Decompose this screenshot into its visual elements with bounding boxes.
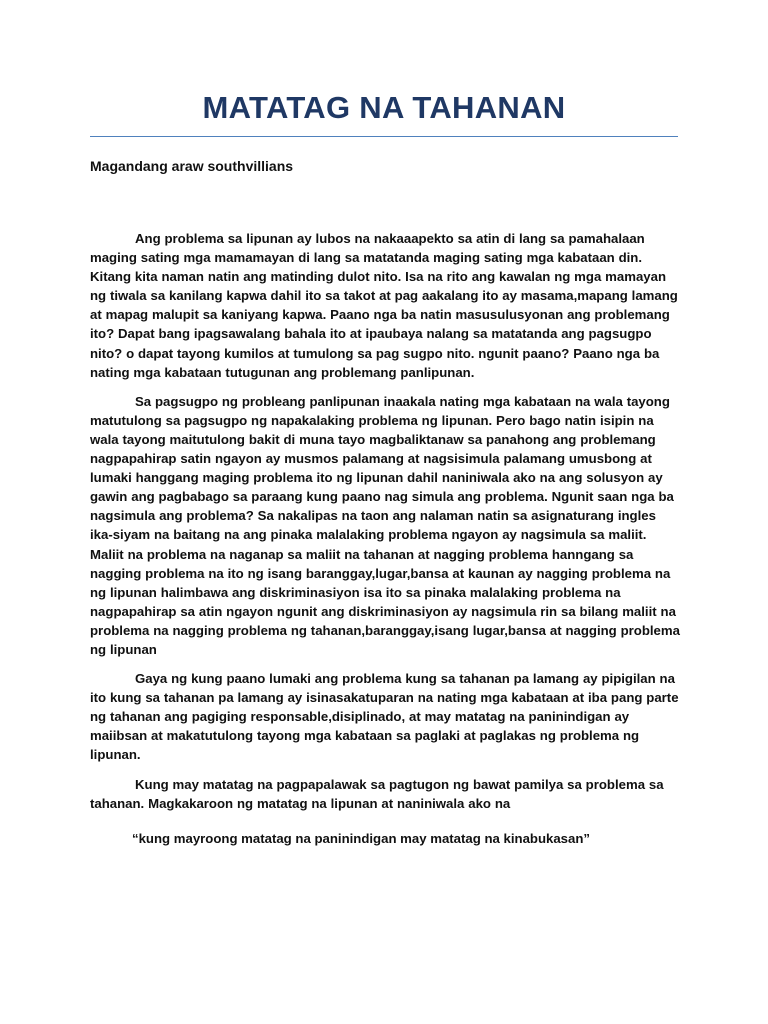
greeting-line: Magandang araw southvillians (90, 158, 294, 174)
title-underline-divider (90, 136, 678, 137)
closing-quote: “kung mayroong matatag na paninindigan may matatag na kinabukasan” (132, 830, 590, 846)
paragraph-4: Kung may matatag na pagpapalawak sa pagtugon ng bawat pamilya sa problema sa tahanan. Magkakaroon ng matatag na lipunan at naniniwala ako na (90, 776, 664, 811)
document-title: MATATAG NA TAHANAN (202, 90, 566, 125)
paragraph-1: Ang problema sa lipunan ay lubos na nakaaapekto sa atin di lang sa pamahalaan maging sating mga mamamayan di lang sa matatanda maging sating mga kabataan din. Kitang kita naman natin ang matinding dulot nito. Isa na rito ang kawalan ng mga mamayan ng tiwala sa kanilang kapwa dahil ito sa takot at pag aakalang ito ay masama,mapang lamang at mapag malupit sa kaniyang kapwa. Paano nga ba natin masusulusyonan ang problemang ito? Dapat bang ipagsawalang bahala ito at ipaubaya nalang sa matatanda ang pagsugpo nito? o dapat tayong kumilos at tumulong sa pag sugpo nito. ngunit paano? Paano nga ba nating mga kabataan tutugunan ang problemang panlipunan. (90, 231, 678, 380)
paragraph-2: Sa pagsugpo ng probleang panlipunan inaakala nating mga kabataan na wala tayong matutulong sa pagsugpo ng napakalaking problema ng lipunan. Pero bago natin isipin na wala tayong maitutulong bakit di muna tayo magbaliktanaw sa panahong ang problemang nagpapahirap satin ngayon ay musmos palamang at nagsisimula palamang umusbong at lumaki hanggang maging problema ito ng lipunan dahil naniniwala ako na ang solusyon ay gawin ang pagbabago sa paraang kung paano nag simula ang problema. Ngunit saan nga ba nagsimula ang problema? Sa nakalipas na taon ang nalaman natin sa asignaturang ingles ika-siyam na baitang na ang pinaka malalaking problema ngayon ay nagsimula sa maliit. Maliit na problema na naganap sa maliit na tahanan at nagging problema hanngang sa nagging problema na ito ng isang baranggay,lugar,bansa at kaunan ay nagging problema na ng lipunan halimbawa ang diskriminasiyon isa ito sa pinaka malalaking problema na nagpapahirap sa atin ngayon ngunit ang diskriminasiyon ay nagsimula rin sa bilang maliit na problema na nagging problema ng tahanan,baranggay,isang lugar,bansa at nagging problema ng lipunan (90, 393, 680, 657)
paragraph-3: Gaya ng kung paano lumaki ang problema kung sa tahanan pa lamang ay pipigilan na ito kung sa tahanan pa lamang ay isinasakatuparan na nating mga kabataan at iba pang parte ng tahanan ang pagiging responsable,disiplinado, at may matatag na paninindigan ay maiibsan at makatutulong tayong mga kabataan sa paglaki at paglakas ng problema ng lipunan. (90, 671, 679, 763)
document-body (90, 229, 680, 848)
